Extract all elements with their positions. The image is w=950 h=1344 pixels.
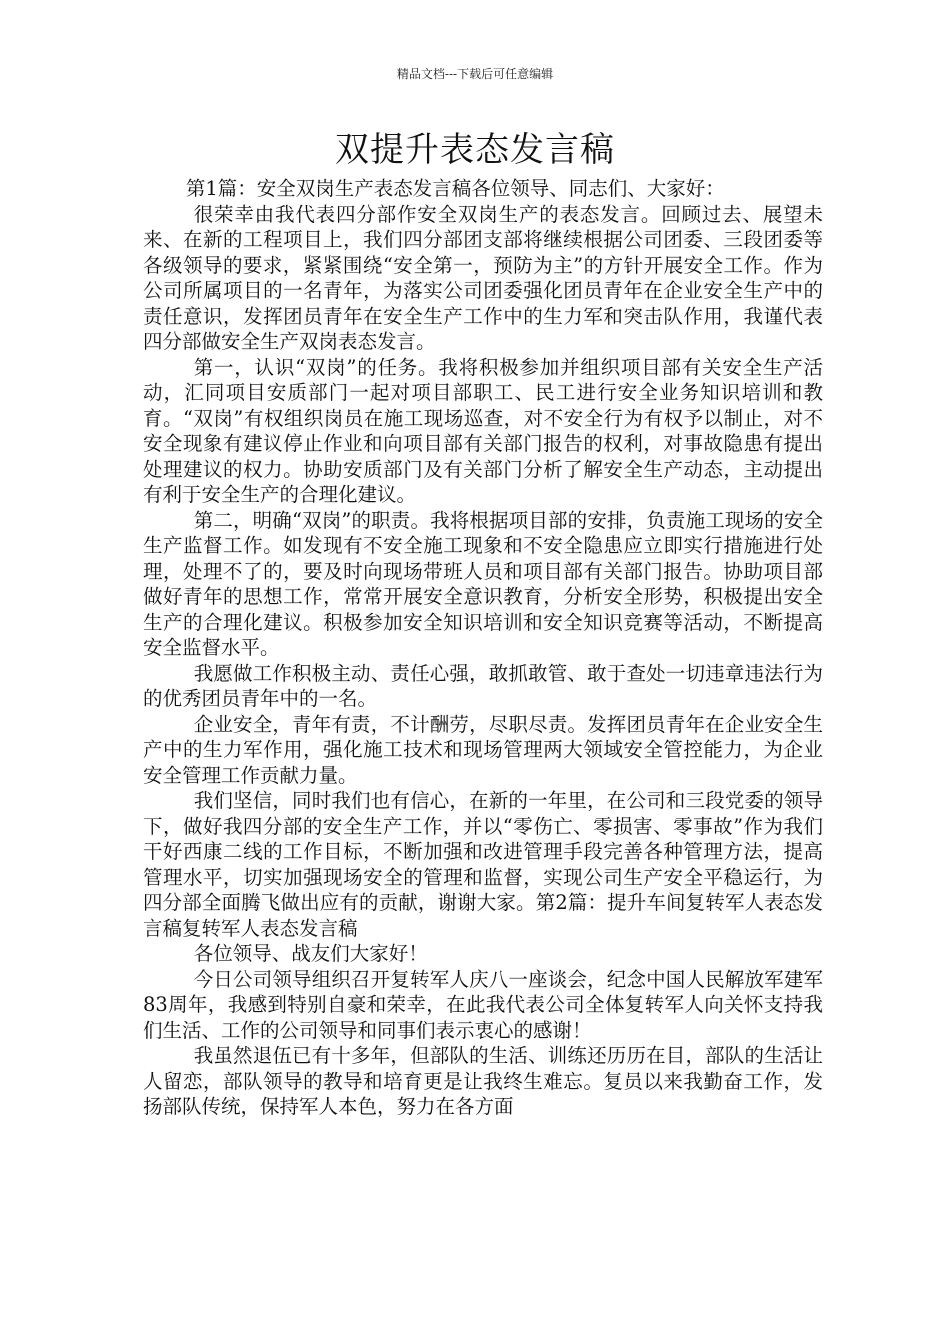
paragraph: 企业安全，青年有责，不计酬劳，尽职尽责。发挥团员青年在企业安全生产中的生力军作用，强化施工技术和现场管理两大领域安全管控能力，为企业安全管理工作贡献力量。 <box>143 712 823 787</box>
paragraph: 我愿做工作积极主动、责任心强，敢抓敢管、敢于查处一切违章违法行为的优秀团员青年中的一名。 <box>143 661 823 710</box>
paragraph: 我们坚信，同时我们也有信心，在新的一年里，在公司和三段党委的领导下，做好我四分部的安全生产工作，并以“零伤亡、零损害、零事故”作为我们干好西康二线的工作目标，不断加强和改进管理手段完善各种管理方法，提高管理水平，切实加强现场安全的管理和监督，实现公司生产安全平稳运行，为四分部全面腾飞做出应有的贡献，谢谢大家。第2篇：提升车间复转军人表态发言稿复转军人表态发言稿 <box>143 789 823 940</box>
paragraph: 很荣幸由我代表四分部作安全双岗生产的表态发言。回顾过去、展望未来、在新的工程项目上，我们四分部团支部将继续根据公司团委、三段团委等各级领导的要求，紧紧围绕“安全第一，预防为主”的方针开展安全工作。作为公司所属项目的一名青年，为落实公司团委强化团员青年在企业安全生产中的责任意识，发挥团员青年在安全生产工作中的生力军和突击队作用，我谨代表四分部做安全生产双岗表态发言。 <box>143 202 823 353</box>
paragraph: 第二，明确“双岗”的职责。我将根据项目部的安排，负责施工现场的安全生产监督工作。如发现有不安全施工现象和不安全隐患应立即实行措施进行处理，处理不了的，要及时向现场带班人员和项目部有关部门报告。协助项目部做好青年的思想工作，常常开展安全意识教育，分析安全形势，积极提出安全生产的合理化建议。积极参加安全知识培训和安全知识竞赛等活动，不断提高安全监督水平。 <box>143 508 823 659</box>
paragraph: 第一，认识“双岗”的任务。我将积极参加并组织项目部有关安全生产活动，汇同项目安质部门一起对项目部职工、民工进行安全业务知识培训和教育。“双岗”有权组织岗员在施工现场巡查，对不安全行为有权予以制止，对不安全现象有建议停止作业和向项目部有关部门报告的权利，对事故隐患有提出处理建议的权力。协助安质部门及有关部门分析了解安全生产动态，主动提出有利于安全生产的合理化建议。 <box>143 355 823 506</box>
page-title: 双提升表态发言稿 <box>335 130 615 170</box>
document-body <box>143 176 823 1120</box>
paragraph: 今日公司领导组织召开复转军人庆八一座谈会，纪念中国人民解放军建军83周年，我感到特别自豪和荣幸，在此我代表公司全体复转军人向关怀支持我们生活、工作的公司领导和同事们表示衷心的感谢！ <box>143 967 823 1042</box>
paragraph: 第1篇：安全双岗生产表态发言稿各位领导、同志们、大家好： <box>185 177 725 200</box>
header-note: 精品文档---下载后可任意编辑 <box>396 67 554 81</box>
paragraph: 各位领导、战友们大家好！ <box>193 942 428 965</box>
paragraph: 我虽然退伍已有十多年，但部队的生活、训练还历历在目，部队的生活让人留恋，部队领导的教导和培育更是让我终生难忘。复员以来我勤奋工作，发扬部队传统，保持军人本色，努力在各方面 <box>143 1044 823 1118</box>
